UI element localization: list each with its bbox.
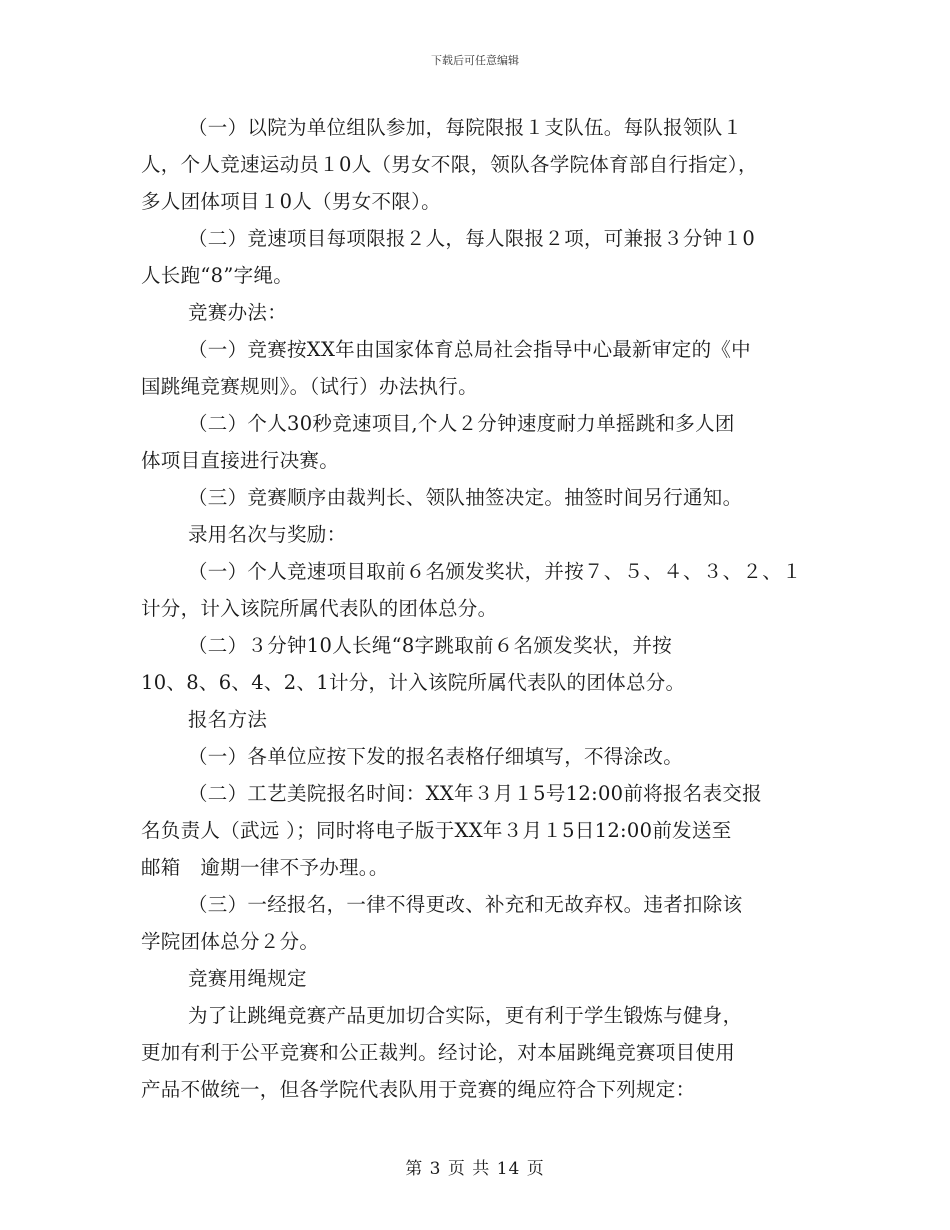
paragraph-line: （二）３分钟10人长绳“8字跳取前６名颁发奖状，并按 (188, 634, 672, 657)
paragraph-line: （二）个人30秒竞速项目,个人２分钟速度耐力单摇跳和多人团 (188, 412, 735, 435)
paragraph-line: 名负责人（武远 ）；同时将电子版于XX年３月１5日12:00前发送至 (141, 819, 732, 842)
page-number: 第 3 页 共 14 页 (405, 1159, 545, 1179)
paragraph-line: （一）个人竞速项目取前６名颁发奖状，并按７、５、４、３、２、１ (188, 560, 802, 583)
paragraph-line: 更加有利于公平竞赛和公正裁判。经讨论，对本届跳绳竞赛项目使用 (141, 1041, 736, 1064)
paragraph-line: 人长跑“8”字绳。 (141, 264, 294, 287)
section-heading: 竞赛用绳规定 (188, 967, 307, 990)
paragraph-line: （二）竞速项目每项限报２人，每人限报２项，可兼报３分钟１0 (188, 227, 756, 250)
paragraph-line: 体项目直接进行决赛。 (141, 449, 340, 472)
page-header: 下载后可任意编辑 (431, 54, 519, 67)
paragraph-line: （三）一经报名，一律不得更改、补充和无故弃权。违者扣除该 (188, 893, 743, 916)
paragraph-line: 人，个人竞速运动员１0人（男女不限，领队各学院体育部自行指定）， (141, 153, 758, 176)
paragraph-line: 10、8、6、4、2、1计分，计入该院所属代表队的团体总分。 (141, 671, 686, 694)
section-heading: 报名方法 (188, 708, 268, 731)
paragraph-line: 邮箱 逾期一律不予办理。。 (141, 856, 389, 879)
paragraph-line: 国跳绳竞赛规则》。（试行）办法执行。 (141, 375, 478, 398)
paragraph-line: 多人团体项目１0人（男女不限）。 (141, 190, 441, 213)
paragraph-line: 学院团体总分２分。 (141, 930, 320, 953)
paragraph-line: 计分，计入该院所属代表队的团体总分。 (141, 597, 498, 620)
paragraph-line: 为了让跳绳竞赛产品更加切合实际，更有利于学生锻炼与健身， (188, 1004, 743, 1027)
section-heading: 竞赛办法： (188, 301, 288, 324)
paragraph-line: （一）竞赛按XX年由国家体育总局社会指导中心最新审定的《中 (188, 338, 751, 361)
paragraph-line: 产品不做统一，但各学院代表队用于竞赛的绳应符合下列规定： (141, 1078, 696, 1101)
paragraph-line: （一）各单位应按下发的报名表格仔细填写，不得涂改。 (188, 745, 684, 768)
paragraph-line: （三）竞赛顺序由裁判长、领队抽签决定。抽签时间另行通知。 (188, 486, 743, 509)
paragraph-line: （一）以院为单位组队参加，每院限报１支队伍。每队报领队１ (188, 116, 743, 139)
paragraph-line: （二）工艺美院报名时间：XX年３月１5号12:00前将报名表交报 (188, 782, 762, 805)
section-heading: 录用名次与奖励： (188, 523, 347, 546)
